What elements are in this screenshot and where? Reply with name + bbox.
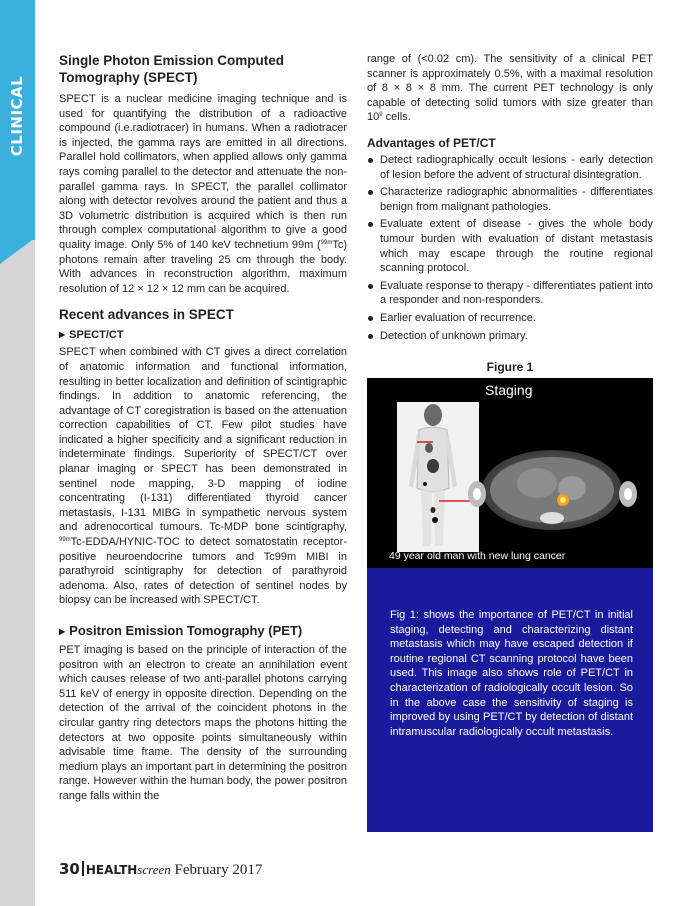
spect-ct-text-1: SPECT when combined with CT gives a direct correlation of anatomic information and functional information, resulting in better localization and definition of scintigraphic findings. In addition to anatomic referencing, the advantage of CT coregistration is based on the attenuation correction capabilities of CT. Few pilot studies have indicated a higher specificity and a significant reduction in indeterminate findings. Superiority of SPECT/CT over planar imaging or SPECT has been demonstrated in sentinel node mapping, 3-D mapping of iodine concentrating (I-131) differentiated thyroid cancer metastasis, I-131 MIBG in sympathetic nervous system and adrenocortical tumours. Tc-MDP bone scintigraphy, [59, 346, 347, 534]
recent-advances-heading: Recent advances in SPECT [59, 307, 234, 323]
pet-paragraph: PET imaging is based on the principle of interaction of the positron with an electron to create an annihilation event which causes release of two anti-parallel photons carrying 511 keV of energy in opposite direction. Depending on the detection of the arrival of the coincident photons in the circular gantry ring detectors maps the photons hitting the detectors at two opposite points simultaneously within advisable time frame. The density of the surrounding medium plays an important part in determining the positron range. However within the human body, the power positron range falls within the [59, 644, 347, 802]
spect-text-2: Tc) photons remain after traveling 25 cm through the body. With advances in reconstruction algorithm, maximum resolution of 12 × 12 × 12 mm can be acquired. [59, 238, 347, 295]
footer-divider [82, 861, 84, 876]
sidebar-accent-tip [0, 238, 35, 264]
spect-ct-heading: SPECT/CT [69, 329, 124, 342]
pet-heading: Positron Emission Tomography (PET) [69, 623, 303, 638]
spect-superscript: 99m [320, 239, 333, 246]
pet-ct-illustration [367, 378, 653, 568]
spect-ct-subheading [59, 327, 347, 343]
range-text-1: range of (<0.02 cm). The sensitivity of a clinical PET scanner is approximately 0.5%, with a maximal resolution of 8 × 8 × 8 mm. The current PET technology is only capable of detecting solid tumors with size greater than 10 [367, 53, 653, 124]
sidebar-band [0, 0, 52, 906]
list-item: Detection of unknown primary. [367, 329, 653, 344]
spect-heading: Single Photon Emission Computed Tomography (SPECT) [59, 53, 285, 85]
range-superscript: 9 [379, 112, 383, 119]
brand-bold: HEALTH [85, 863, 138, 877]
pet-lesion [423, 482, 427, 486]
section-label: CLINICAL IMAGING [8, 75, 52, 157]
pet-subheading [59, 622, 347, 640]
range-text-2: cells. [382, 111, 411, 124]
triangle-right-icon: ▶ [59, 330, 66, 340]
list-item: Detect radiographically occult lesions - early detection of lesion before the advent of structural disintegration. [367, 153, 653, 182]
figure-caption: Fig 1: shows the importance of PET/CT in initial staging, detecting and characterizing distant metastasis which may have escaped detection if routine regional CT scanning protocol have been used. This image also shows role of PET/CT in characterization of radiologically occult lesion. So in the above case the sensitivity of staging is improved by using PET/CT by detection of distant intramuscular radiologically occult metastasis. [390, 609, 633, 738]
spect-text-1: SPECT is a nuclear medicine imaging technique and is used for quantifying the distribution of a radioactive compound (i.e.radiotracer) in humans. When a radiotracer is injected, the gamma rays are emitted in all directions. Parallel hold collimators, when applied allows only gamma rays coming parallel to the detector and attenuate the non-parallel gamma rays. In SPECT, the parallel collimator along with detector revolves around the patient and thus a 3D volumetric distribution is acquired which is then run through complex computational algorithm to give a good quality image. Only 5% of 140 keV technetium 99m ( [59, 93, 347, 251]
spect-paragraph [59, 92, 347, 296]
list-item: Earlier evaluation of recurrence. [367, 311, 653, 326]
issue-date: February 2017 [174, 862, 263, 878]
list-item: Evaluate extent of disease - gives the whole body tumour burden with evaluation of distant metastasis which may escape through the routine regional scanning protocol. [367, 217, 653, 275]
list-item: Evaluate response to therapy - differentiates patient into a responder and non-responders. [367, 279, 653, 308]
figure-title: Figure 1 [486, 360, 534, 375]
image-caption: 49 year old man with new lung cancer [389, 550, 566, 562]
range-paragraph [367, 52, 653, 125]
spect-ct-paragraph [59, 345, 347, 608]
page-footer [59, 860, 262, 879]
pet-head [424, 404, 442, 426]
advantages-list [367, 153, 653, 343]
left-column [59, 52, 347, 804]
spect-ct-superscript: 99m [59, 537, 71, 544]
figure-panel [367, 378, 653, 832]
triangle-right-icon: ▶ [59, 627, 66, 636]
image-title: Staging [485, 382, 533, 398]
pet-ct-image [367, 378, 653, 568]
spect-ct-text-2: Tc-EDDA/HYNIC-TOC to detect somatostatin receptor-positive neuroendocrine tumors and Tc99m MIBI in parathyroid scintigraphy for detection of parathyroid adenoma. Also, rates of detection of sentinel nodes by biopsy can be increased with SPECT/CT. [59, 536, 347, 607]
brand-italic: screen [137, 862, 171, 877]
right-column [367, 52, 653, 375]
list-item: Characterize radiographic abnormalities - differentiates benign from malignant pathologies. [367, 185, 653, 214]
page-number: 30 [59, 860, 80, 878]
advantages-heading: Advantages of PET/CT [367, 135, 496, 150]
